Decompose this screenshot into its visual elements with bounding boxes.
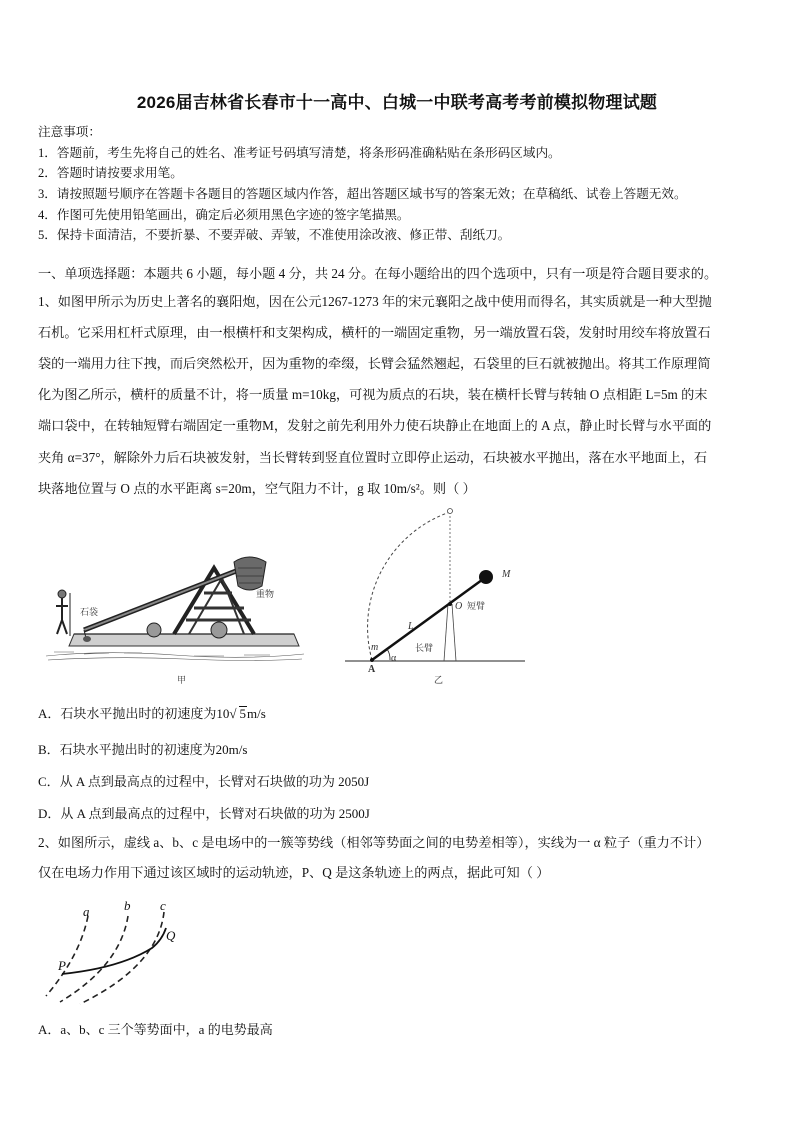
figure-jia-caption: 甲 xyxy=(177,675,187,685)
q1-text-line: 石机。它采用杠杆式原理，由一根横杆和支架构成，横杆的一端固定重物，另一端放置石袋，发射时用绞车将放置石 xyxy=(38,325,711,340)
q1-option-b: B．石块水平抛出时的初速度为20m/s xyxy=(38,742,248,757)
lever-schematic-diagram xyxy=(340,504,530,690)
q2-option-a: A．a、b、c 三个等势面中，a 的电势最高 xyxy=(38,1022,273,1037)
label-c: c xyxy=(160,898,166,913)
q2-text-line: 仅在电场力作用下通过该区域时的运动轨迹，P、Q 是这条轨迹上的两点，据此可知（ ） xyxy=(38,865,550,880)
label-a: a xyxy=(83,904,90,919)
equipotential-lines-diagram xyxy=(40,896,200,1006)
notice-item: 5．保持卡面清洁，不要折暴、不要弄破、弄皱，不准使用涂改液、修正带、刮纸刀。 xyxy=(38,228,511,242)
catapult-illustration xyxy=(44,538,306,664)
label-alpha: α xyxy=(391,653,397,664)
option-a-coef: 10 xyxy=(216,706,230,721)
label-M: M xyxy=(502,569,511,580)
label-Q: Q xyxy=(166,928,176,943)
label-O: O xyxy=(455,601,463,612)
notice-item: 2．答题时请按要求用笔。 xyxy=(38,166,183,180)
notice-heading: 注意事项： xyxy=(38,125,101,139)
q1-option-c: C．从 A 点到最高点的过程中，长臂对石块做的功为 2050J xyxy=(38,774,370,789)
label-P: P xyxy=(58,958,66,973)
sqrt-sign: √ xyxy=(229,706,237,721)
figure-yi-caption: 乙 xyxy=(434,675,444,685)
label-m: m xyxy=(371,642,379,653)
option-a-unit: m/s xyxy=(247,706,266,721)
q2-text-line: 2、如图所示，虚线 a、b、c 是电场中的一簇等势线（相邻等势面之间的电势差相等），实线为一 α 粒子（重力不计） xyxy=(38,835,710,850)
weight-label: 重物 xyxy=(256,589,275,599)
label-short-arm: 短臂 xyxy=(467,601,486,611)
label-long-arm: 长臂 xyxy=(415,643,434,653)
notice-item: 4．作图可先使用铅笔画出，确定后必须用黑色字迹的签字笔描黑。 xyxy=(38,208,410,222)
q1-text-line: 化为图乙所示，横杆的质量不计，将一质量 m=10kg，可视为质点的石块，装在横杆长臂与转轴 O 点相距 L=5m 的末 xyxy=(38,387,708,402)
q1-option-a xyxy=(38,703,266,722)
q1-text-line: 1、如图甲所示为历史上著名的襄阳炮，因在公元1267-1273 年的宋元襄阳之战中使用而得名，其实质就是一种大型抛 xyxy=(38,294,712,309)
option-a-text: A．石块水平抛出时的初速度为 xyxy=(38,706,217,721)
page-title: 2026届吉林省长春市十一高中、白城一中联考高考考前模拟物理试题 xyxy=(136,93,658,112)
q1-text-line: 夹角 α=37°，解除外力后石块被发射，当长臂转到竖直位置时立即停止运动，石块被水平抛出，落在水平地面上，石 xyxy=(38,450,708,465)
q1-text-line: 块落地位置与 O 点的水平距离 s=20m，空气阻力不计，g 取 10m/s²。则（ ） xyxy=(38,481,476,496)
section-heading: 一、单项选择题：本题共 6 小题，每小题 4 分，共 24 分。在每小题给出的四个选项中，只有一项是符合题目要求的。 xyxy=(38,266,718,281)
option-a-root: 5 xyxy=(239,706,247,721)
q1-option-d: D．从 A 点到最高点的过程中，长臂对石块做的功为 2500J xyxy=(38,806,370,821)
label-L: L xyxy=(408,621,414,632)
stone-bag-label: 石袋 xyxy=(80,607,99,617)
q1-text-line: 袋的一端用力往下拽，而后突然松开，因为重物的牵缀，长臂会猛然翘起，石袋里的巨石就被抛出。将其工作原理简 xyxy=(38,356,711,371)
label-A: A xyxy=(368,664,376,675)
notice-item: 3．请按照题号顺序在答题卡各题目的答题区域内作答，超出答题区域书写的答案无效；在草稿纸、试卷上答题无效。 xyxy=(38,187,687,201)
label-b: b xyxy=(124,898,131,913)
q1-text-line: 端口袋中，在转轴短臂右端固定一重物M，发射之前先利用外力使石块静止在地面上的 A 点，静止时长臂与水平面的 xyxy=(38,418,712,433)
notice-item: 1．答题前，考生先将自己的姓名、准考证号码填写清楚，将条形码准确粘贴在条形码区域内。 xyxy=(38,146,561,160)
